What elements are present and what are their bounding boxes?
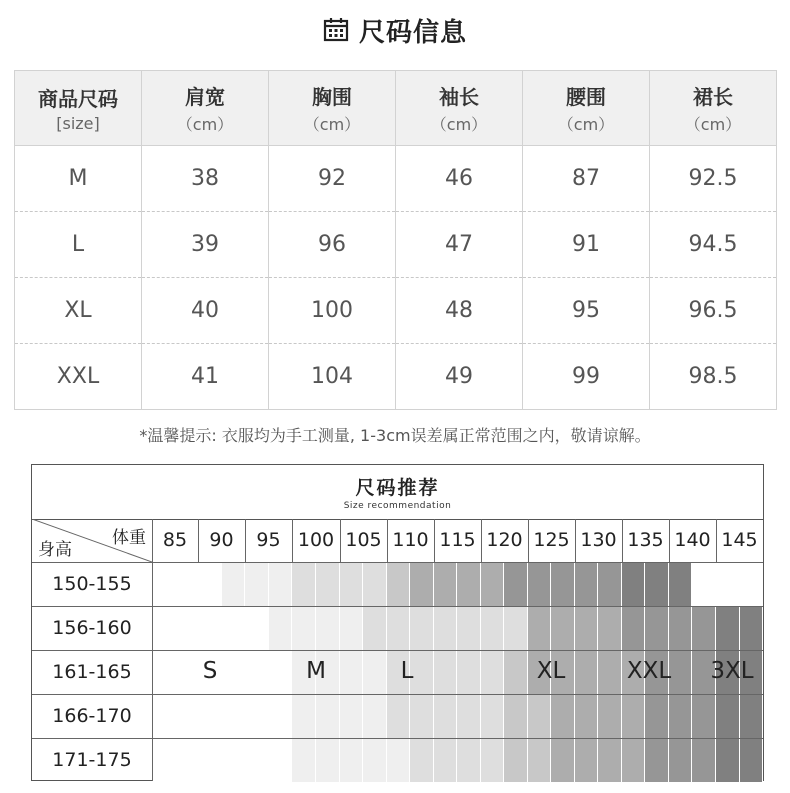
grid-cell: [340, 694, 363, 738]
grid-cell: [222, 694, 245, 738]
grid-cell: [269, 694, 292, 738]
grid-cell: [363, 562, 387, 606]
cell-shoulder: 39: [142, 212, 269, 278]
weight-column-header: 130: [580, 529, 617, 551]
corner-header: [32, 519, 152, 562]
cell-size: XXL: [15, 344, 142, 410]
grid-cell: [740, 694, 763, 738]
weight-column-header: 140: [674, 529, 711, 551]
size-zone-label: XXL: [626, 658, 672, 684]
cell-sleeve: 49: [396, 344, 523, 410]
grid-cell: [457, 650, 481, 694]
grid-cell: [645, 694, 669, 738]
grid-cell: [457, 562, 481, 606]
grid-cell: [292, 694, 316, 738]
grid-cell: [598, 562, 622, 606]
grid-cell: [622, 694, 645, 738]
grid-cell: [387, 738, 410, 782]
grid-line: [434, 519, 435, 562]
grid-cell: [645, 562, 669, 606]
grid-cell: [551, 738, 575, 782]
size-zone-label: S: [202, 658, 218, 684]
grid-line: [622, 519, 623, 562]
grid-cell: [387, 694, 410, 738]
size-table: [14, 70, 777, 410]
grid-cell: [175, 694, 198, 738]
page-title: 尺码信息: [358, 17, 467, 48]
grid-line: [340, 519, 341, 562]
size-zone-label: M: [306, 658, 326, 684]
grid-line: [32, 694, 763, 695]
grid-cell: [152, 738, 175, 782]
grid-cell: [645, 606, 669, 650]
column-header-size: 商品尺码 [size]: [15, 71, 142, 146]
grid-cell: [198, 738, 222, 782]
grid-cell: [692, 694, 716, 738]
cell-shoulder: 40: [142, 278, 269, 344]
grid-cell: [222, 738, 245, 782]
grid-cell: [222, 606, 245, 650]
grid-cell: [152, 694, 175, 738]
cell-shoulder: 41: [142, 344, 269, 410]
grid-cell: [410, 606, 434, 650]
cell-chest: 96: [269, 212, 396, 278]
size-zone-label: L: [400, 658, 414, 684]
grid-cell: [340, 562, 363, 606]
cell-waist: 95: [523, 278, 650, 344]
grid-cell: [740, 738, 763, 782]
grid-cell: [740, 562, 763, 606]
grid-cell: [716, 694, 740, 738]
grid-cell: [269, 606, 292, 650]
grid-cell: [245, 606, 269, 650]
measurement-note: *温馨提示: 衣服均为手工测量, 1-3cm误差属正常范围之内，敬请谅解。: [139, 426, 651, 445]
grid-cell: [198, 562, 222, 606]
height-row-label: 161-165: [52, 661, 132, 683]
size-zone-label: 3XL: [710, 658, 754, 684]
grid-cell: [598, 694, 622, 738]
grid-cell: [316, 606, 340, 650]
weight-column-header: 145: [721, 529, 758, 551]
grid-cell: [292, 606, 316, 650]
grid-cell: [434, 562, 457, 606]
cell-chest: 104: [269, 344, 396, 410]
grid-cell: [669, 562, 692, 606]
grid-cell: [481, 562, 504, 606]
grid-cell: [692, 562, 716, 606]
grid-cell: [481, 606, 504, 650]
grid-cell: [175, 738, 198, 782]
weight-column-header: 100: [297, 529, 335, 551]
table-row: [15, 278, 777, 344]
recommendation-subtitle: Size recommendation: [343, 501, 452, 511]
grid-cell: [245, 562, 269, 606]
grid-line: [292, 519, 293, 562]
grid-cell: [481, 650, 504, 694]
height-row-label: 166-170: [52, 705, 132, 727]
weight-column-header: 120: [486, 529, 523, 551]
grid-cell: [269, 738, 292, 782]
grid-cell: [434, 738, 457, 782]
grid-cell: [410, 562, 434, 606]
weight-column-header: 110: [392, 529, 429, 551]
grid-cell: [434, 694, 457, 738]
grid-cell: [575, 738, 598, 782]
cell-size: XL: [15, 278, 142, 344]
recommendation-title: 尺码推荐: [355, 477, 440, 499]
grid-cell: [575, 606, 598, 650]
cell-size: L: [15, 212, 142, 278]
calendar-icon: [323, 17, 349, 43]
grid-cell: [152, 606, 175, 650]
cell-skirt-length: 96.5: [650, 278, 777, 344]
cell-size: M: [15, 146, 142, 212]
grid-line: [528, 519, 529, 562]
size-recommendation-chart: [31, 464, 764, 781]
grid-cell: [434, 606, 457, 650]
recommendation-title-bar: [32, 465, 763, 520]
grid-cell: [692, 738, 716, 782]
cell-waist: 99: [523, 344, 650, 410]
grid-cell: [457, 738, 481, 782]
cell-waist: 91: [523, 212, 650, 278]
grid-cell: [292, 738, 316, 782]
grid-cell: [598, 738, 622, 782]
grid-cell: [528, 738, 551, 782]
grid-cell: [340, 606, 363, 650]
weight-column-header: 125: [533, 529, 570, 551]
grid-cell: [669, 738, 692, 782]
grid-line: [198, 519, 199, 562]
grid-cell: [575, 562, 598, 606]
grid-cell: [316, 738, 340, 782]
grid-cell: [387, 562, 410, 606]
grid-cell: [363, 694, 387, 738]
grid-cell: [551, 694, 575, 738]
weight-column-header: 135: [627, 529, 664, 551]
grid-cell: [481, 738, 504, 782]
grid-cell: [645, 738, 669, 782]
grid-cell: [387, 606, 410, 650]
grid-cell: [528, 562, 551, 606]
column-header-skirt-length: 裙长 （cm）: [650, 71, 777, 146]
grid-cell: [622, 606, 645, 650]
grid-cell: [198, 606, 222, 650]
cell-skirt-length: 92.5: [650, 146, 777, 212]
grid-line: [32, 738, 763, 739]
grid-line: [32, 650, 763, 651]
grid-cell: [669, 606, 692, 650]
grid-line: [669, 519, 670, 562]
grid-cell: [504, 606, 528, 650]
weight-column-header: 90: [209, 529, 234, 551]
grid-line: [32, 562, 763, 563]
grid-cell: [551, 562, 575, 606]
grid-cell: [551, 606, 575, 650]
grid-cell: [457, 606, 481, 650]
grid-cell: [528, 694, 551, 738]
grid-cell: [481, 694, 504, 738]
cell-sleeve: 47: [396, 212, 523, 278]
grid-cell: [622, 738, 645, 782]
grid-cell: [504, 562, 528, 606]
cell-sleeve: 46: [396, 146, 523, 212]
grid-cell: [316, 562, 340, 606]
grid-cell: [363, 606, 387, 650]
grid-cell: [504, 694, 528, 738]
weight-axis-label: 体重: [112, 528, 146, 548]
height-axis-label: 身高: [38, 540, 72, 560]
height-row-label: 156-160: [52, 617, 132, 639]
grid-line: [716, 519, 717, 562]
grid-cell: [740, 606, 763, 650]
column-header-chest: 胸围 （cm）: [269, 71, 396, 146]
grid-line: [387, 519, 388, 562]
grid-cell: [152, 650, 175, 694]
size-table-header-row: [15, 71, 777, 146]
grid-cell: [316, 694, 340, 738]
grid-cell: [198, 694, 222, 738]
page-header: [0, 10, 790, 50]
grid-cell: [622, 562, 645, 606]
column-header-shoulder: 肩宽 （cm）: [142, 71, 269, 146]
cell-waist: 87: [523, 146, 650, 212]
grid-cell: [716, 562, 740, 606]
grid-cell: [340, 738, 363, 782]
column-header-sleeve: 袖长 （cm）: [396, 71, 523, 146]
grid-cell: [716, 738, 740, 782]
grid-cell: [245, 738, 269, 782]
grid-line: [32, 606, 763, 607]
grid-cell: [269, 562, 292, 606]
grid-cell: [669, 694, 692, 738]
grid-cell: [245, 650, 269, 694]
table-row: [15, 212, 777, 278]
height-row-label: 171-175: [52, 749, 132, 771]
grid-line: [575, 519, 576, 562]
grid-cell: [245, 694, 269, 738]
grid-cell: [222, 562, 245, 606]
grid-line: [481, 519, 482, 562]
column-header-waist: 腰围 （cm）: [523, 71, 650, 146]
grid-cell: [528, 606, 551, 650]
cell-skirt-length: 94.5: [650, 212, 777, 278]
grid-cell: [152, 562, 175, 606]
weight-column-header: 115: [439, 529, 476, 551]
grid-cell: [575, 694, 598, 738]
grid-cell: [175, 562, 198, 606]
grid-cell: [598, 606, 622, 650]
table-row: [15, 146, 777, 212]
grid-line: [245, 519, 246, 562]
cell-chest: 92: [269, 146, 396, 212]
grid-cell: [457, 694, 481, 738]
grid-cell: [292, 562, 316, 606]
grid-cell: [410, 738, 434, 782]
grid-cell: [716, 606, 740, 650]
table-row: [15, 344, 777, 410]
height-row-label: 150-155: [52, 573, 132, 595]
cell-skirt-length: 98.5: [650, 344, 777, 410]
size-zone-label: XL: [536, 658, 566, 684]
grid-cell: [410, 694, 434, 738]
cell-sleeve: 48: [396, 278, 523, 344]
weight-column-header: 105: [345, 529, 382, 551]
grid-cell: [692, 606, 716, 650]
cell-shoulder: 38: [142, 146, 269, 212]
grid-cell: [363, 738, 387, 782]
grid-cell: [175, 606, 198, 650]
weight-column-header: 95: [256, 529, 281, 551]
grid-cell: [504, 738, 528, 782]
cell-chest: 100: [269, 278, 396, 344]
weight-column-header: 85: [162, 529, 188, 551]
